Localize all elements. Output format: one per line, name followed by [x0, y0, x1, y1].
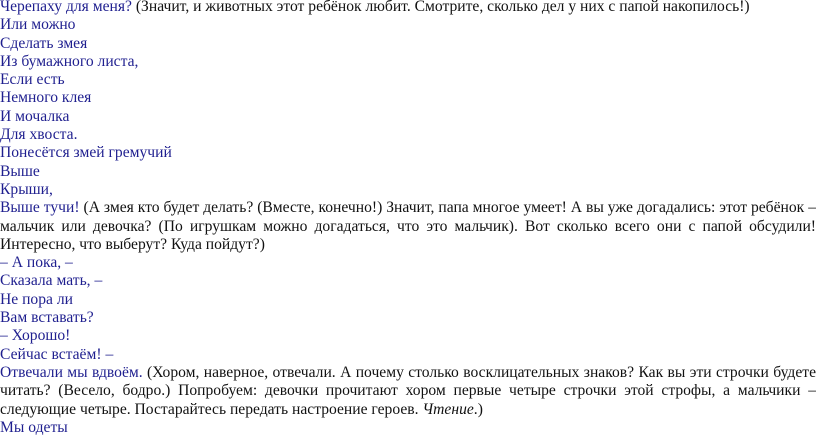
- poem-line: Сделать змея: [0, 34, 88, 52]
- poem-line: Черепаху для меня?: [0, 0, 132, 15]
- poem-line: Немного клея: [0, 89, 92, 107]
- paragraph-chorus: [0, 364, 816, 419]
- teacher-comment-end: .): [473, 400, 483, 418]
- teacher-comment: (Хором, наверное, отвечали. А почему столько восклицательных знаков? Как вы эти строчки будете читать? (Весело, бодро.) Попробуем: девочки прочитают хором первые четыре строчки этой строфы, а мальчики – следующие четыре. Постарайтесь передать настроение героев.: [0, 363, 816, 418]
- poem-line: Из бумажного листа,: [0, 52, 139, 70]
- poem-line: Сказала мать, –: [0, 272, 103, 290]
- poem-line: Сейчас встаём! –: [0, 345, 114, 363]
- poem-line: Выше: [0, 162, 40, 180]
- poem-line: Понесётся змей гремучий: [0, 144, 172, 162]
- poem-line: И мочалка: [0, 107, 70, 125]
- paragraph-turtle: [0, 0, 816, 16]
- poem-line: Вам вставать?: [0, 309, 94, 327]
- poem-line: Мы одеты: [0, 418, 68, 436]
- poem-line: Крыши,: [0, 180, 53, 198]
- poem-line: Или можно: [0, 16, 76, 34]
- reading-instruction: Чтение: [422, 400, 474, 418]
- poem-line: Отвечали мы вдвоём.: [0, 363, 143, 381]
- teacher-comment: (А змея кто будет делать? (Вместе, конечно!) Значит, папа многое умеет! А вы уже догадались: этот ребёнок – мальчик или девочка? (По игрушкам можно догадаться, что это мальчик). Вот сколько всего они с папой обсудили! Интересно, что выберут? Куда пойдут?): [0, 199, 816, 253]
- poem-line: – Хорошо!: [0, 327, 71, 345]
- poem-line: Выше тучи!: [0, 199, 80, 217]
- poem-line: Если есть: [0, 71, 65, 89]
- poem-line: Не пора ли: [0, 290, 73, 308]
- paragraph-kite: [0, 199, 816, 254]
- teacher-comment: (Значит, и животных этот ребёнок любит. Смотрите, сколько дел у них с папой накопилось!): [131, 0, 750, 15]
- poem-line: – А пока, –: [0, 254, 73, 272]
- poem-line: Для хвоста.: [0, 126, 78, 144]
